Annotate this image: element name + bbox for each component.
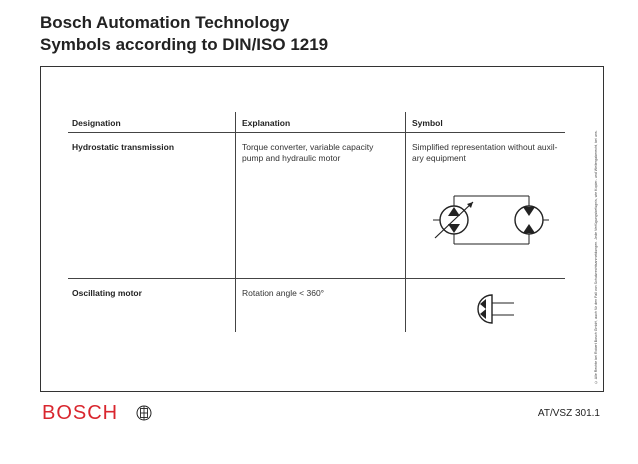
- title-line-1: Bosch Automation Technology: [40, 13, 290, 32]
- row-1-explanation-line-1: Torque converter, variable capacity: [242, 142, 374, 152]
- hydrostatic-transmission-symbol-icon: [425, 190, 555, 250]
- bosch-armature-icon: [136, 405, 152, 421]
- title-line-2: Symbols according to DIN/ISO 1219: [40, 35, 329, 54]
- column-header-symbol: Symbol: [412, 118, 443, 128]
- column-divider-2: [405, 112, 406, 332]
- copyright-note: © Alle Rechte bei Robert Bosch GmbH, auch für den Fall von Schutzrechtsanmeldungen. Jede Verfügungsbefugnis, wie Kopier- und Weitergaberecht, bei uns.: [594, 130, 598, 384]
- row-1-symbol-note-line-1: Simplified representation without auxil-: [412, 142, 558, 152]
- oscillating-motor-symbol-icon: [470, 292, 520, 326]
- column-header-designation: Designation: [72, 118, 121, 128]
- row-1-symbol-note: [412, 142, 558, 164]
- header-divider: [68, 132, 565, 133]
- row-1-symbol-note-line-2: ary equipment: [412, 153, 466, 163]
- page-title: [40, 12, 328, 56]
- column-header-explanation: Explanation: [242, 118, 291, 128]
- column-divider-1: [235, 112, 236, 332]
- row-1-explanation-line-2: pump and hydraulic motor: [242, 153, 341, 163]
- row-2-explanation: Rotation angle < 360°: [242, 288, 325, 298]
- bosch-logo-text: BOSCH: [42, 402, 119, 424]
- row-divider: [68, 278, 565, 279]
- document-code: AT/VSZ 301.1: [537, 408, 600, 419]
- row-2-designation: Oscillating motor: [72, 288, 142, 298]
- row-1-explanation: [242, 142, 373, 164]
- row-1-designation: Hydrostatic transmission: [72, 142, 175, 152]
